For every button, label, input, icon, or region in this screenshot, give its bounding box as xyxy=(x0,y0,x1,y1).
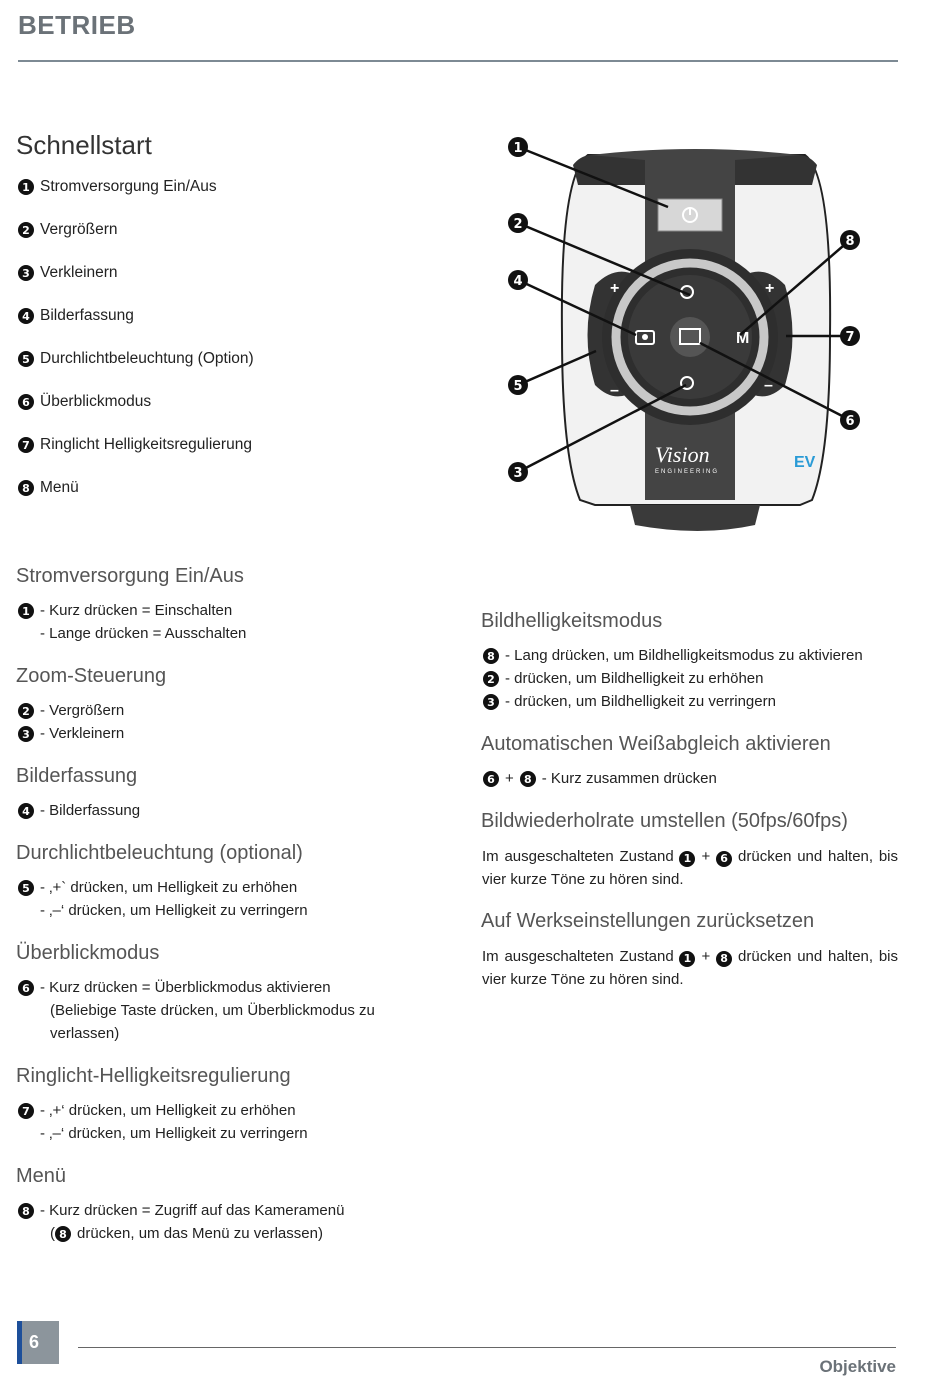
callout-number: 2 xyxy=(18,222,34,238)
section-header: BETRIEB xyxy=(18,10,136,40)
callout-number: 6 xyxy=(845,414,855,429)
menu-text-1: - Kurz drücken = Zugriff auf das Kameramenü xyxy=(40,1202,345,1219)
menu-paren: ( xyxy=(50,1225,55,1242)
menu-line-2 xyxy=(50,1225,323,1242)
quickstart-list xyxy=(18,178,254,522)
camera-lens xyxy=(642,334,648,340)
callout-number: 5 xyxy=(513,379,523,394)
quickstart-label: Verkleinern xyxy=(40,264,118,281)
overview-text-1: - Kurz drücken = Überblickmodus aktivieren xyxy=(40,979,331,996)
overview-line-2: (Beliebige Taste drücken, um Überblickmodus zu xyxy=(50,1002,375,1019)
capture-line-1 xyxy=(18,802,140,819)
quickstart-item xyxy=(18,436,254,479)
center-button xyxy=(670,317,710,357)
callout-number: 6 xyxy=(18,980,34,996)
callout-number: 3 xyxy=(18,726,34,742)
quickstart-label: Stromversorgung Ein/Aus xyxy=(40,178,217,195)
callout-number: 2 xyxy=(18,703,34,719)
brand-subtitle: ENGINEERING xyxy=(655,469,720,475)
factory-text-b: drücken und halten, bis vier kurze Töne zu hören sind. xyxy=(482,948,899,988)
callout-number: 4 xyxy=(18,308,34,324)
callout-number: 4 xyxy=(513,274,523,289)
callout-number: 5 xyxy=(18,351,34,367)
zoom-line-2 xyxy=(18,725,124,742)
brightness-text-3: - drücken, um Bildhelligkeit zu verringern xyxy=(505,693,776,710)
brightness-heading: Bildhelligkeitsmodus xyxy=(481,610,663,632)
plus-right: + xyxy=(765,280,775,297)
overview-heading: Überblickmodus xyxy=(16,942,160,964)
whitebalance-heading: Automatischen Weißabgleich aktivieren xyxy=(481,733,831,755)
brightness-line-1 xyxy=(483,647,863,664)
ringlight-line-2: - ‚–‘ drücken, um Helligkeit zu verringern xyxy=(40,1125,308,1142)
callout-number: 6 xyxy=(483,771,499,787)
capture-text-1: - Bilderfassung xyxy=(40,802,141,819)
menu-key: M xyxy=(736,330,750,347)
callout-number: 7 xyxy=(18,1103,34,1119)
plus-sign: + xyxy=(505,770,514,787)
callout-number: 3 xyxy=(513,466,523,481)
callout-number: 8 xyxy=(483,648,499,664)
zoom-text-1: - Vergrößern xyxy=(40,702,125,719)
control-panel-illustration xyxy=(500,125,880,540)
framerate-text xyxy=(482,845,898,891)
callout-number: 2 xyxy=(513,217,523,232)
capture-heading: Bilderfassung xyxy=(16,765,138,787)
ringlight-heading: Ringlicht-Helligkeitsregulierung xyxy=(16,1065,291,1087)
callout-number: 5 xyxy=(18,880,34,896)
transmitted-text-1: - ‚+` drücken, um Helligkeit zu erhöhen xyxy=(40,879,298,896)
callout-number: 3 xyxy=(18,265,34,281)
transmitted-line-2: - ‚–‘ drücken, um Helligkeit zu verringern xyxy=(40,902,308,919)
ev-badge: EV xyxy=(794,454,816,471)
callout-number: 8 xyxy=(520,771,536,787)
callout-number: 1 xyxy=(513,141,523,156)
quickstart-label: Ringlicht Helligkeitsregulierung xyxy=(40,436,252,453)
callout-number: 1 xyxy=(18,603,34,619)
minus-right: – xyxy=(764,377,773,394)
callout-number: 2 xyxy=(483,671,499,687)
plate-right xyxy=(735,155,817,185)
power-line-1 xyxy=(18,602,232,619)
ringlight-text-1: - ‚+‘ drücken, um Helligkeit zu erhöhen xyxy=(40,1102,296,1119)
quickstart-label: Menü xyxy=(40,479,79,496)
transmitted-line-1 xyxy=(18,879,297,896)
power-text-1: - Kurz drücken = Einschalten xyxy=(40,602,233,619)
menu-heading: Menü xyxy=(16,1165,67,1187)
callout-number: 1 xyxy=(18,179,34,195)
plate-left xyxy=(573,155,645,185)
plus-sign: + xyxy=(701,848,711,865)
brightness-line-3 xyxy=(483,693,776,710)
brightness-text-1: - Lang drücken, um Bildhelligkeitsmodus zu aktivieren xyxy=(505,647,863,664)
callout-number: 8 xyxy=(18,1203,34,1219)
device-base xyxy=(630,505,760,531)
framerate-text-a: Im ausgeschalteten Zustand xyxy=(482,848,674,865)
ringlight-line-1 xyxy=(18,1102,296,1119)
transmitted-heading: Durchlichtbeleuchtung (optional) xyxy=(16,842,303,864)
page-number: 6 xyxy=(29,1332,40,1352)
quickstart-label: Überblickmodus xyxy=(40,393,152,410)
zoom-heading: Zoom-Steuerung xyxy=(16,665,167,687)
zoom-line-1 xyxy=(18,702,124,719)
power-heading: Stromversorgung Ein/Aus xyxy=(16,565,244,587)
quickstart-label: Durchlichtbeleuchtung (Option) xyxy=(40,350,254,367)
minus-left: – xyxy=(610,382,619,399)
callout-number: 7 xyxy=(845,330,855,345)
whitebalance-line-1 xyxy=(483,770,717,787)
callout-number: 6 xyxy=(18,394,34,410)
quickstart-item xyxy=(18,307,254,350)
menu-line-1 xyxy=(18,1202,344,1219)
quickstart-item xyxy=(18,393,254,436)
callout-number: 7 xyxy=(18,437,34,453)
framerate-text-b: drücken und halten, bis vier kurze Töne zu hören sind. xyxy=(482,848,899,888)
zoom-text-2: - Verkleinern xyxy=(40,725,125,742)
page-number-accent xyxy=(17,1321,22,1364)
factory-heading: Auf Werkseinstellungen zurücksetzen xyxy=(481,910,815,932)
quickstart-label: Bilderfassung xyxy=(40,307,134,324)
callout-number: 8 xyxy=(845,234,855,249)
quickstart-label: Vergrößern xyxy=(40,221,118,238)
factory-text xyxy=(482,945,898,991)
quickstart-item xyxy=(18,264,254,307)
callout-number: 8 xyxy=(55,1226,71,1242)
brightness-line-2 xyxy=(483,670,763,687)
quickstart-item xyxy=(18,350,254,393)
callout-number: 1 xyxy=(679,951,695,967)
callout-number: 4 xyxy=(18,803,34,819)
footer-brand: Objektive xyxy=(819,1357,896,1376)
callout-number: 6 xyxy=(716,851,732,867)
page-number-box xyxy=(17,1321,59,1364)
overview-line-3: verlassen) xyxy=(50,1025,120,1042)
power-line-2: - Lange drücken = Ausschalten xyxy=(40,625,247,642)
framerate-heading: Bildwiederholrate umstellen (50fps/60fps) xyxy=(481,810,848,832)
menu-text-2: drücken, um das Menü zu verlassen) xyxy=(77,1225,323,1242)
whitebalance-text-1: - Kurz zusammen drücken xyxy=(541,770,717,787)
footer-divider xyxy=(78,1347,896,1348)
overview-line-1 xyxy=(18,979,331,996)
plus-sign: + xyxy=(701,948,711,965)
factory-text-a: Im ausgeschalteten Zustand xyxy=(482,948,674,965)
quickstart-item xyxy=(18,479,254,522)
brand-logo: Vision xyxy=(655,442,710,467)
callout-number: 1 xyxy=(679,851,695,867)
plus-left: + xyxy=(610,280,620,297)
brightness-text-2: - drücken, um Bildhelligkeit zu erhöhen xyxy=(505,670,764,687)
quickstart-item xyxy=(18,178,254,221)
quickstart-item xyxy=(18,221,254,264)
callout-number: 8 xyxy=(716,951,732,967)
callout-number: 8 xyxy=(18,480,34,496)
callout-number: 3 xyxy=(483,694,499,710)
header-divider xyxy=(18,60,898,62)
quickstart-title: Schnellstart xyxy=(16,130,152,160)
